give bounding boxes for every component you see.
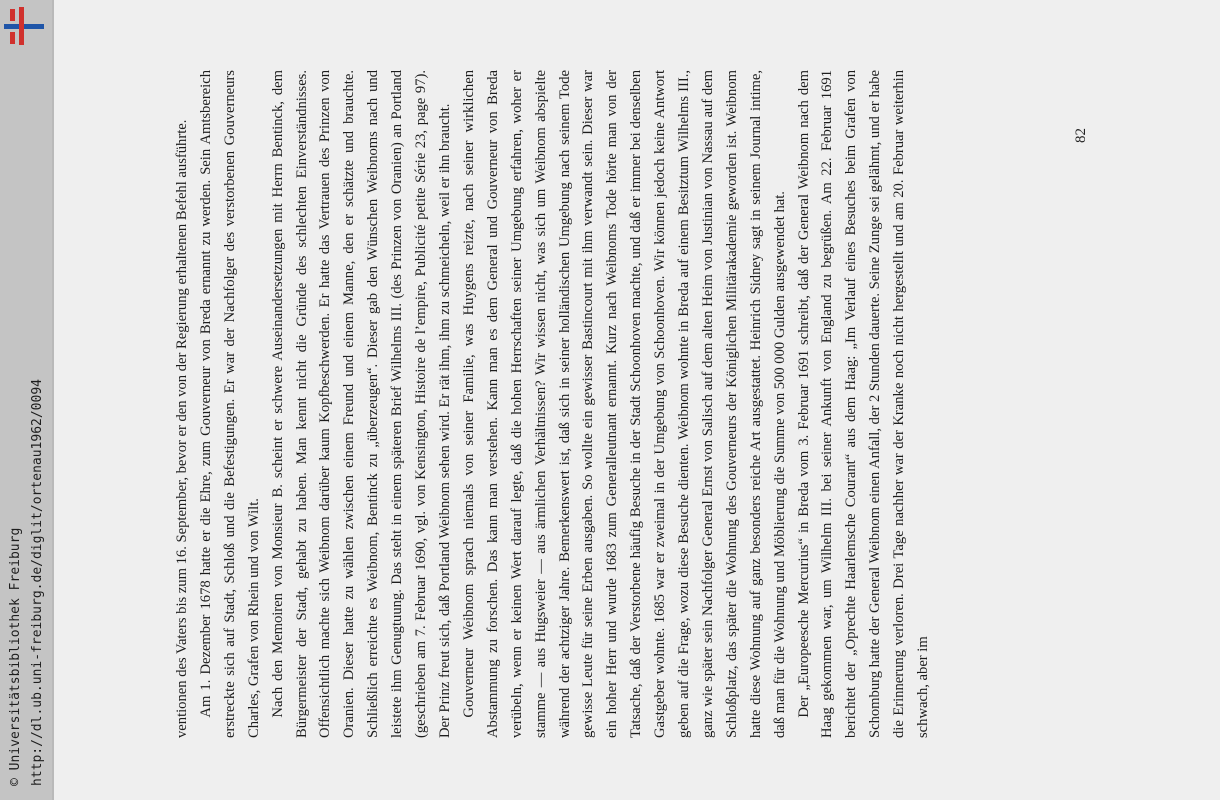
paragraph-4: Gouverneur Weibnom sprach niemals von seiner Familie, was Huygens reizte, nach seiner wirklichen Abstammung zu forschen. Das kann man verstehen. Kann man es dem General und Gouverneur von Breda verübeln, wenn er keinen Wert darauf legte, daß die hohen Herrschaften seiner Umgebung erfahren, woher er stamme — aus Hugsweier — aus ärmlichen Verhältnissen? Wir wissen nicht, was sich um Weibnom abspielte während der achtziger Jahre. Bemerkenswert ist, daß sich in seiner holländischen Umgebung nach seinem Tode gewisse Leute für seine Erben ausgaben. So wollte ein gewisser Bastincourt mit ihm verwandt sein. Dieser war ein hoher Herr und wurde 1683 zum Generalleutnant ernannt. Kurz nach Weibnoms Tode hörte man von der Tatsache, daß der Verstorbene häufig Besuche in der Stadt Schoonhoven machte, und daß er immer bei denselben Gastgeber wohnte. 1685 war er zweimal in der Umgebung von Schoonhoven. Wir können jedoch keine Antwort geben auf die Frage, wozu diese Besuche dienten. Weibnom wohnte in Breda auf einem Besitztum Wilhelms III., ganz wie später sein Nachfolger General Ernst von Salisch auf dem alten Heim von Justinian von Nassau auf dem Schloßplatz, das später die Wohnung des Gouverneurs der Königlichen Militärakademie geworden ist. Weibnom hatte diese Wohnung auf ganz besonders reiche Art ausgestattet. Heinrich Sidney sagt in seinem Journal intime, daß man für die Wohnung und Möblierung die Summe von 500 000 Gulden ausgewendet hat. [460,70,788,738]
page-text-block [54,0,1220,800]
copyright-notice: © Universitätsbibliothek Freiburg [8,527,23,786]
document-url-link[interactable]: http://dl.ub.uni-freiburg.de/diglit/ortenau1962/0094 [30,379,45,786]
page-number: 82 [1073,128,1089,143]
viewer-sidebar [0,0,52,800]
scanned-page [54,0,1220,800]
paragraph-3: Nach den Memoiren von Monsieur B. scheint er schwere Auseinandersetzungen mit Herrn Bentinck, dem Bürgermeister der Stadt, gehabt zu haben. Man kennt nicht die Gründe des schlechten Einverständnisses. Offensichtlich machte sich Weibnom darüber kaum Kopfbeschwerden. Er hatte das Vertrauen des Prinzen von Oranien. Dieser hatte zu wählen zwischen einem Freund und einem Manne, den er schätzte und brauchte. Schließlich erreichte es Weibnom, Bentinck zu „überzeugen“. Dieser gab den Wünschen Weibnoms nach und leistete ihm Genugtuung. Das steht in einem späteren Brief Wilhelms III. (des Prinzen von Oranien) an Portland (geschrieben am 7. Februar 1690, vgl. von Kensington, Histoire de l’empire, Publicité petite Série 23, page 97). Der Prinz freut sich, daß Portland Weibnom sehen wird. Er rät ihm, ihm zu schmeicheln, weil er ihn braucht. [269,70,453,738]
paragraph-5: Der „Europeesche Mercurius“ in Breda vom 3. Februar 1691 schreibt, daß der General Weibnom nach dem Haag gekommen war, um Wilhelm III. bei seiner Ankunft von England zu begrüßen. Am 22. Februar 1691 berichtet der „Oprechte Haarlemsche Courant“ aus dem Haag: „Im Verlauf eines Besuches beim Grafen von Schomburg hatte der General Weibnom einen Anfall, der 2 Stunden dauerte. Seine Zunge sei gelähmt, und er habe die Erinnerung verloren. Drei Tage nachher war der Kranke noch nicht hergestellt und am 20. Februar weiterhin schwach, aber im [795,70,932,738]
paragraph-2: Am 1. Dezember 1678 hatte er die Ehre, zum Gouverneur von Breda ernannt zu werden. Sein Amtsbereich erstreckte sich auf Stadt, Schloß und die Befestigungen. Er war der Nachfolger des verstorbenen Gouverneurs Charles, Grafen von Rhein und von Wilt. [197,70,262,738]
viewer-side-text [0,0,52,800]
paragraph-1: ventionen des Vaters bis zum 16. September, bevor er den von der Regierung erhaltenen Befehl ausführte. [174,119,190,738]
page-body-text [171,70,936,738]
